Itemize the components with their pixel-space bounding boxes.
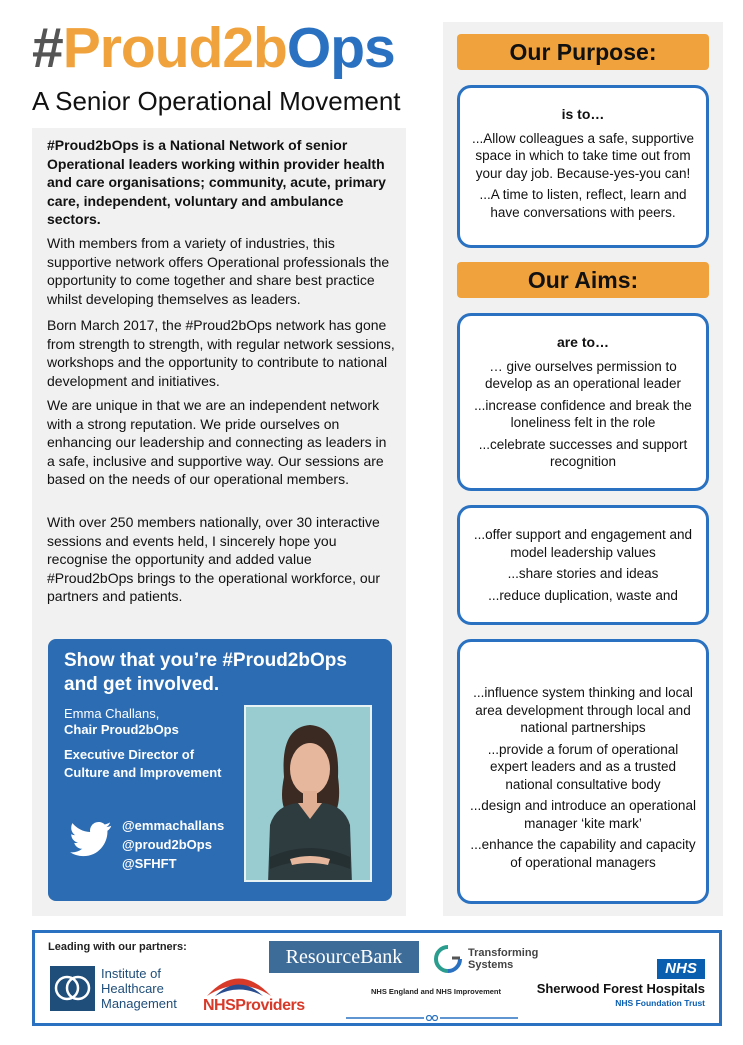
- resource-bank-logo: ResourceBank: [269, 941, 419, 973]
- page-subtitle: A Senior Operational Movement: [32, 86, 401, 116]
- aims-box-2: [457, 505, 709, 625]
- ihm-line: Healthcare: [101, 981, 164, 996]
- chair-photo: [244, 705, 372, 882]
- twitter-handles: [122, 816, 224, 873]
- aims-item: ...celebrate successes and support recognition: [478, 436, 688, 469]
- get-involved-heading: Show that you’re #Proud2bOps and get involved.: [64, 650, 347, 695]
- aims-item: ...share stories and ideas: [507, 566, 659, 581]
- purpose-lead: is to…: [561, 106, 605, 122]
- purpose-item: ...Allow colleagues a safe, supportive space in which to take time out from your day job. Because-yes-you can!: [471, 130, 695, 181]
- purpose-item: ...A time to listen, reflect, learn and have conversations with peers.: [479, 187, 687, 220]
- ihm-logo-icon: [50, 966, 95, 1011]
- our-aims-heading: Our Aims:: [457, 262, 709, 298]
- handle-proud2bops[interactable]: @proud2bOps: [122, 837, 212, 852]
- nhs-providers-arc-icon: [205, 969, 273, 997]
- aims-box-3: [457, 639, 709, 904]
- our-purpose-heading: Our Purpose:: [457, 34, 709, 70]
- transforming-systems-logo: [468, 947, 538, 971]
- aims-item: … give ourselves permission to develop as an operational leader: [485, 358, 681, 391]
- paragraph-members: With members from a variety of industries, this supportive network offers Operational professionals the opportunity to come together and share best practice whilst developing themselves as leaders.: [47, 235, 390, 307]
- ihm-logo-text: [101, 966, 177, 1011]
- handle-emmachallans[interactable]: @emmachallans: [122, 818, 225, 833]
- aims-lead: are to…: [556, 334, 610, 350]
- sherwood-forest-hospitals-name: Sherwood Forest Hospitals: [536, 981, 705, 996]
- transforming-systems-icon: [434, 945, 462, 973]
- paragraph-unique: We are unique in that we are an independent network with a strong reputation. We pride ourselves on enhancing our leadership and connecting as leaders in a safe, inclusive and supportive way. Our sessions are based on the needs of our operational members.: [47, 397, 387, 487]
- get-involved-box: [48, 639, 392, 901]
- aims-item: ...provide a forum of operational expert leaders and as a trusted national consultative body: [487, 741, 679, 792]
- chair-role: Chair Proud2bOps: [64, 722, 179, 737]
- logo-hash: #: [32, 16, 63, 80]
- chair-name: Emma Challans,: [64, 706, 160, 721]
- aims-item: ...increase confidence and break the loneliness felt in the role: [474, 397, 692, 430]
- paragraph-members-count: With over 250 members nationally, over 30 interactive sessions and events held, I sincerely hope you recognise the opportunity and added value #Proud2bOps brings to the operational workforce, our partners and patients.: [47, 514, 381, 604]
- handle-sfhft[interactable]: @SFHFT: [122, 856, 177, 871]
- executive-title: [64, 746, 221, 782]
- intro-text: #Proud2bOps is a National Network of senior Operational leaders working within provider health and care organisations; community, acute, primary care, independent, voluntary and ambulance sectors.: [47, 137, 386, 227]
- logo-proud2b: Proud2b: [62, 16, 287, 80]
- nhs-providers-logo: NHSProviders: [203, 997, 305, 1014]
- ihm-line: Institute of: [101, 966, 161, 981]
- executive-title-line1: Executive Director of: [64, 747, 195, 762]
- ts-line: Transforming: [468, 947, 539, 959]
- logo-ops: Ops: [286, 16, 395, 80]
- aims-item: ...offer support and engagement and model leadership values: [473, 527, 693, 560]
- aims-item: ...reduce duplication, waste and: [488, 587, 678, 603]
- purpose-box: [457, 85, 709, 248]
- ihm-line: Management: [101, 996, 177, 1011]
- aims-item: ...enhance the capability and capacity of operational managers: [470, 837, 696, 870]
- right-panel: [443, 22, 723, 916]
- nhs-england-improvement-label: NHS England and NHS Improvement: [371, 987, 502, 996]
- twitter-bird-icon: [70, 821, 112, 857]
- partners-title: Leading with our partners:: [48, 941, 187, 953]
- aims-item: ...design and introduce an operational manager ‘kite mark’: [470, 798, 696, 831]
- nhs-logo: NHS: [657, 959, 705, 979]
- nhs-ei-rule-icon: [346, 1008, 518, 1014]
- nhs-foundation-trust-label: NHS Foundation Trust: [615, 998, 705, 1008]
- left-panel: [32, 128, 406, 916]
- ts-line: Systems: [468, 959, 514, 971]
- aims-item: ...influence system thinking and local area development through local and national partnerships: [473, 685, 693, 735]
- proud2bops-logo: [32, 18, 395, 78]
- aims-box-1: [457, 313, 709, 491]
- partners-banner: [32, 930, 722, 1026]
- paragraph-born: Born March 2017, the #Proud2bOps network has gone from strength to strength, with regular network sessions, workshops and the opportunity to contribute to national development and initiatives.: [47, 317, 395, 389]
- executive-title-line2: Culture and Improvement: [64, 765, 222, 780]
